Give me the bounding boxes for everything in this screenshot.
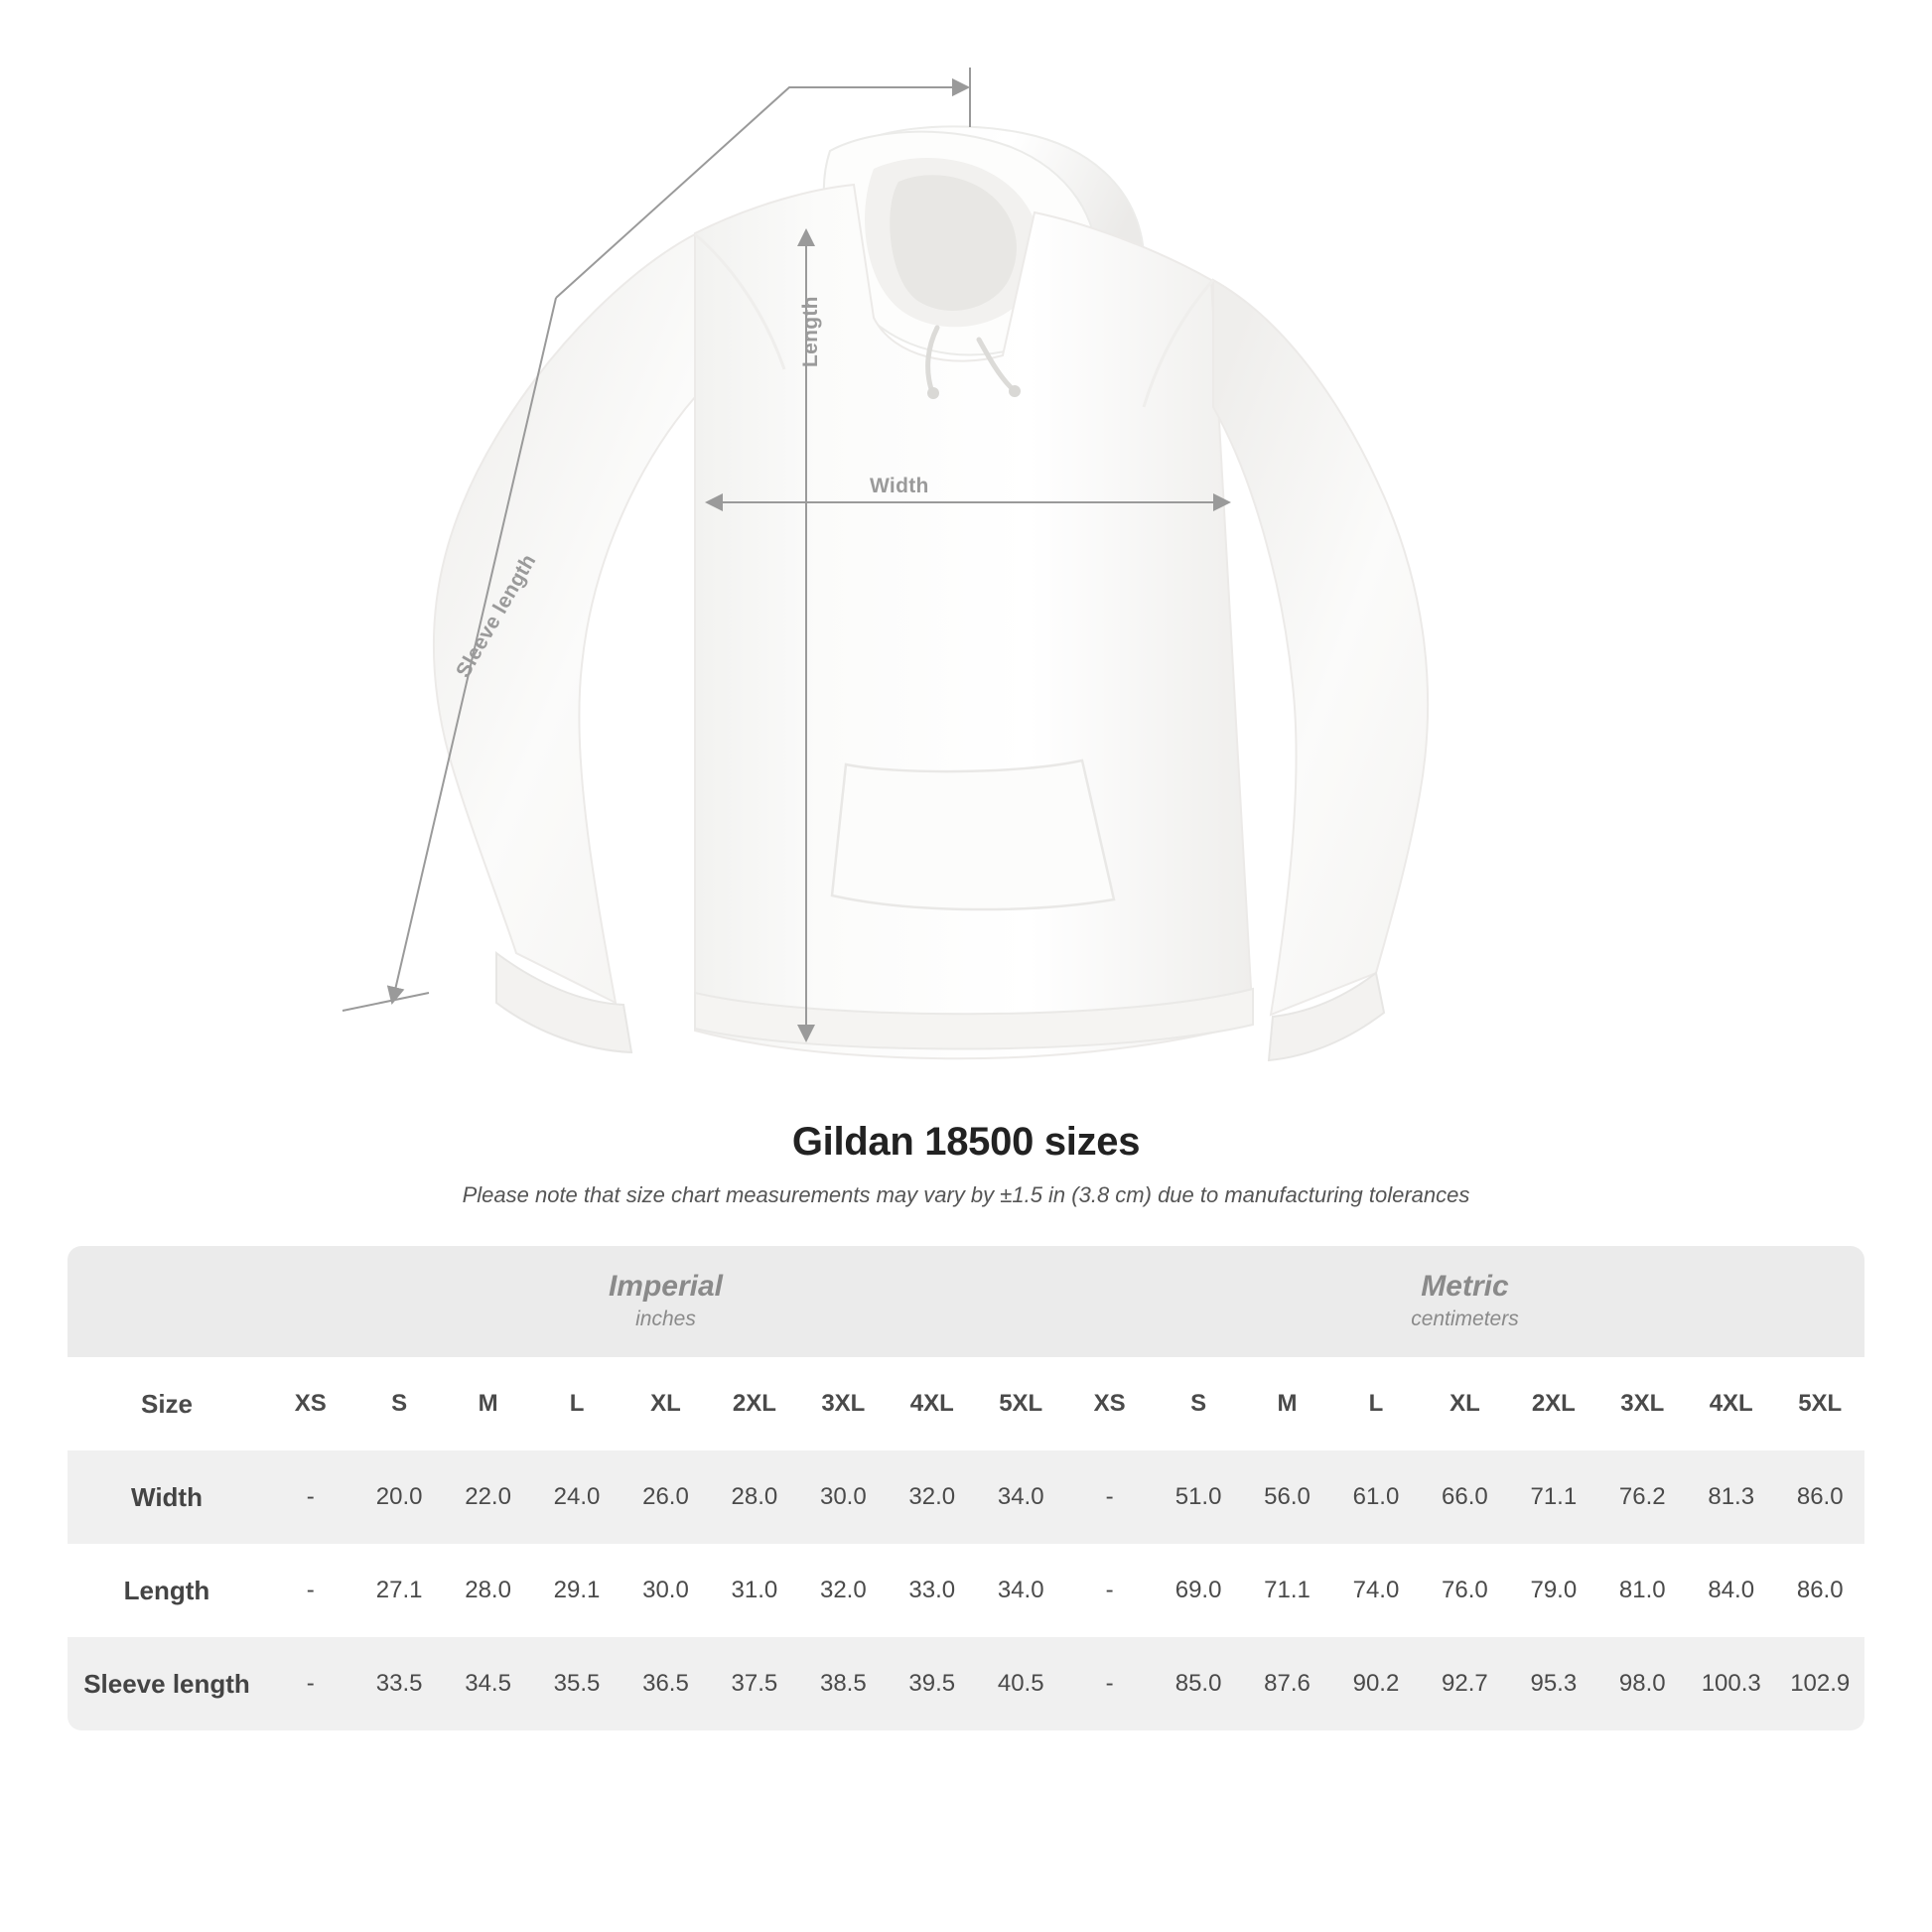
width-label: Width: [870, 475, 929, 497]
table-cell: 66.0: [1421, 1450, 1509, 1544]
table-cell: 20.0: [354, 1450, 443, 1544]
row-label-sleeve-length: Sleeve length: [68, 1637, 266, 1730]
length-label: Length: [799, 296, 822, 367]
size-header-cell: 5XL: [1775, 1357, 1864, 1450]
unit-group-metric: [1065, 1246, 1864, 1357]
sleeve-bottom-tick: [343, 993, 429, 1011]
row-label-width: Width: [68, 1450, 266, 1544]
table-cell: 36.5: [621, 1637, 710, 1730]
table-row: [68, 1544, 1864, 1637]
table-cell: 39.5: [888, 1637, 976, 1730]
table-cell: 86.0: [1796, 1577, 1844, 1603]
table-cell: 87.6: [1243, 1637, 1331, 1730]
size-header-cell: 4XL: [888, 1357, 976, 1450]
table-cell: 56.0: [1243, 1450, 1331, 1544]
sleeve-length-label: Sleeve length: [452, 550, 541, 682]
table-cell: 81.0: [1618, 1577, 1666, 1603]
table-cell: 69.0: [1174, 1577, 1222, 1603]
table-cell: 86.0: [1775, 1450, 1864, 1544]
unit-header-row: [68, 1246, 1864, 1357]
size-header-cell: S: [1154, 1357, 1242, 1450]
unit-metric-sub: centimeters: [1411, 1307, 1519, 1330]
table-cell: 37.5: [710, 1637, 798, 1730]
table-cell: 92.7: [1421, 1637, 1509, 1730]
table-cell: 28.0: [465, 1577, 511, 1603]
size-header-cell: XS: [266, 1357, 354, 1450]
table-row: [68, 1450, 1864, 1544]
size-header-cell: 3XL: [799, 1357, 888, 1450]
table-cell: 34.5: [444, 1637, 532, 1730]
table-cell: 26.0: [621, 1450, 710, 1544]
size-header-cell: M: [1243, 1357, 1331, 1450]
chart-note: Please note that size chart measurements may vary by ±1.5 in (3.8 cm) due to manufacturing tolerances: [462, 1182, 1470, 1207]
chart-title: Gildan 18500 sizes: [791, 1120, 1141, 1164]
size-header-row: [68, 1357, 1864, 1450]
table-cell: 98.0: [1598, 1637, 1687, 1730]
size-header-cell: L: [532, 1357, 621, 1450]
unit-group-imperial: [266, 1246, 1065, 1357]
table-cell: 71.1: [1509, 1450, 1597, 1544]
table-cell: 38.5: [799, 1637, 888, 1730]
title-block: [0, 1120, 1932, 1208]
table-cell: 31.0: [731, 1577, 778, 1603]
table-cell: 90.2: [1331, 1637, 1420, 1730]
hoodie-artwork: [434, 126, 1428, 1060]
table-cell: 32.0: [819, 1577, 867, 1603]
table-cell: -: [266, 1450, 354, 1544]
size-header-cell: 4XL: [1687, 1357, 1775, 1450]
table-cell: 71.1: [1264, 1577, 1311, 1603]
table-cell: -: [1065, 1637, 1154, 1730]
size-header-cell: 5XL: [977, 1357, 1065, 1450]
table-cell: -: [1105, 1577, 1114, 1603]
size-header-cell: L: [1331, 1357, 1420, 1450]
table-cell: 35.5: [532, 1637, 621, 1730]
table-cell: 84.0: [1708, 1577, 1755, 1603]
table-cell: -: [266, 1637, 354, 1730]
table-cell: 33.0: [908, 1577, 956, 1603]
table-cell: 40.5: [977, 1637, 1065, 1730]
table-cell: 76.2: [1598, 1450, 1687, 1544]
table-cell: 51.0: [1154, 1450, 1242, 1544]
unit-corner-cell: [68, 1246, 266, 1357]
unit-imperial-sub: inches: [635, 1307, 696, 1330]
row-label-length: Length: [123, 1575, 210, 1605]
unit-metric-name: Metric: [1421, 1270, 1509, 1304]
table-cell: 95.3: [1509, 1637, 1597, 1730]
unit-imperial-name: Imperial: [608, 1270, 723, 1304]
size-table: [68, 1246, 1864, 1730]
size-header-cell: 2XL: [1509, 1357, 1597, 1450]
table-cell: 102.9: [1775, 1637, 1864, 1730]
table-cell: 24.0: [532, 1450, 621, 1544]
table-cell: 81.3: [1687, 1450, 1775, 1544]
size-header-cell: 2XL: [710, 1357, 798, 1450]
table-cell: 32.0: [888, 1450, 976, 1544]
size-header-cell: S: [354, 1357, 443, 1450]
size-header-cell: XL: [1421, 1357, 1509, 1450]
table-cell: 79.0: [1530, 1577, 1578, 1603]
table-cell: 29.1: [553, 1577, 601, 1603]
size-header-cell: 3XL: [1598, 1357, 1687, 1450]
table-cell: 61.0: [1331, 1450, 1420, 1544]
table-cell: 76.0: [1442, 1577, 1488, 1603]
table-cell: 28.0: [710, 1450, 798, 1544]
table-row: [68, 1637, 1864, 1730]
table-cell: 30.0: [799, 1450, 888, 1544]
table-cell: 85.0: [1154, 1637, 1242, 1730]
table-cell: 22.0: [444, 1450, 532, 1544]
size-header-cell: M: [444, 1357, 532, 1450]
size-header-label: Size: [68, 1357, 266, 1450]
table-cell: 100.3: [1687, 1637, 1775, 1730]
size-header-cell: XL: [621, 1357, 710, 1450]
table-cell: -: [1065, 1450, 1154, 1544]
table-cell: 30.0: [642, 1577, 689, 1603]
table-cell: 27.1: [375, 1577, 423, 1603]
table-cell: 34.0: [997, 1577, 1044, 1603]
table-cell: -: [306, 1577, 315, 1603]
size-table-wrapper: [68, 1246, 1864, 1730]
table-cell: 34.0: [977, 1450, 1065, 1544]
table-cell: 74.0: [1352, 1577, 1400, 1603]
size-header-cell: XS: [1065, 1357, 1154, 1450]
table-cell: 33.5: [354, 1637, 443, 1730]
